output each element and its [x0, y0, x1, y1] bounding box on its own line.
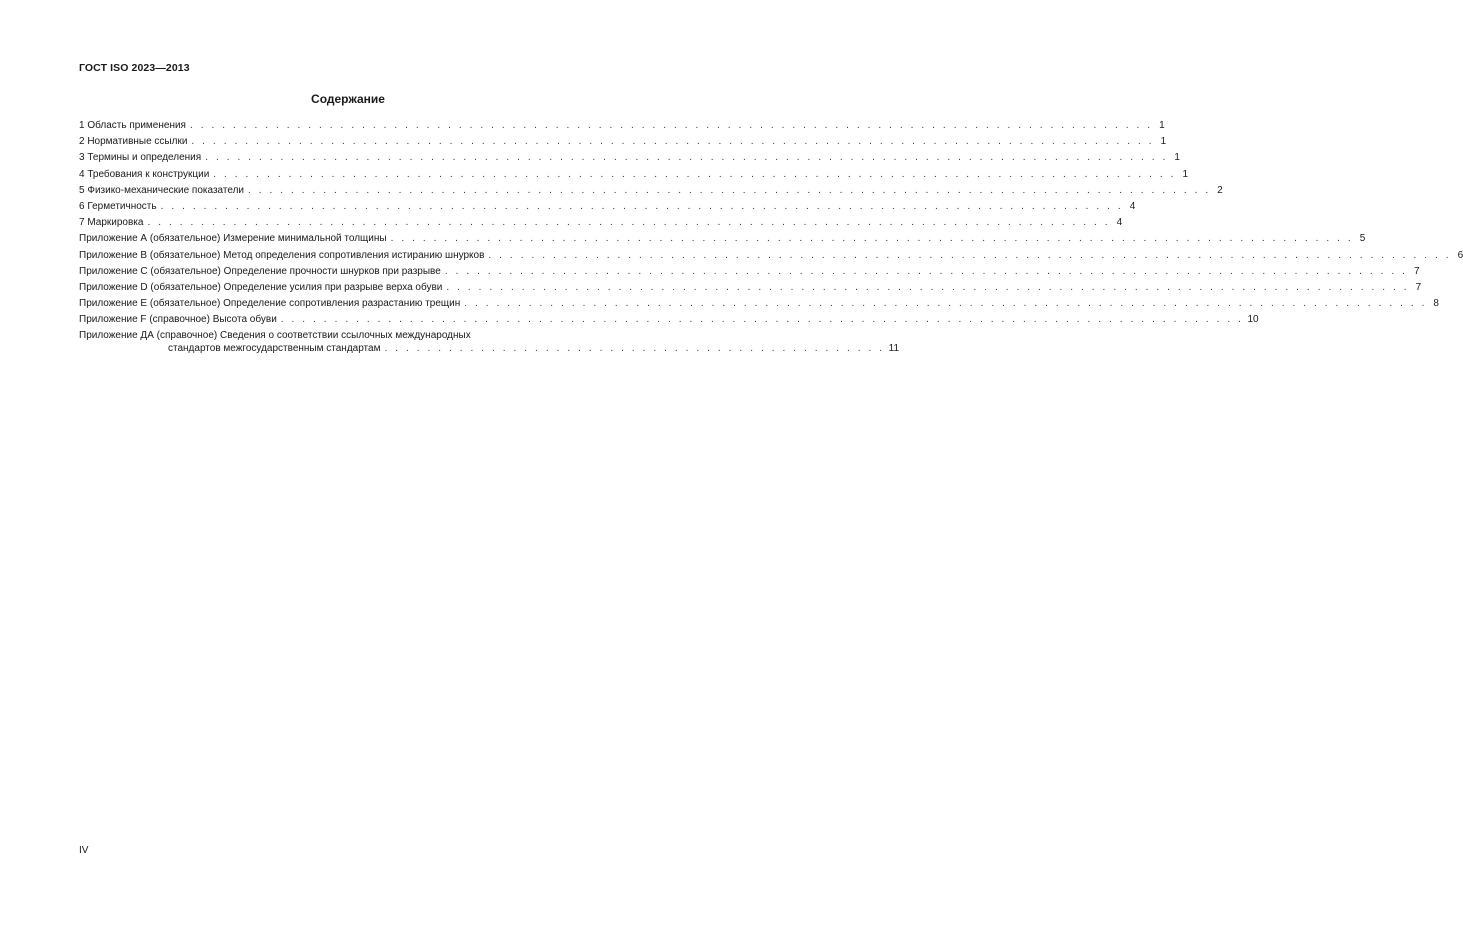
toc-entry-page: 7 [1413, 265, 1420, 277]
toc-leader-dots: . . . . . . . . . . . . . . . . . . . . . . . . . . . . . . . . . . . . . . . . . . . . . . . [384, 343, 885, 355]
toc-entry-page: 4 [1129, 200, 1136, 212]
toc-entry-label: 3 Термины и определения [79, 152, 202, 164]
toc-entry-page: 2 [1217, 184, 1223, 196]
toc-entry-label: 1 Область применения [79, 120, 186, 131]
toc-leader-dots [191, 136, 1154, 147]
toc-entry-label: 4 Требования к конструкции [79, 168, 210, 180]
toc-entry-line2 [79, 343, 900, 357]
toc-entry[interactable] [79, 265, 1420, 282]
toc-entry-label: Приложение В (обязательное) Метод определения сопротивления истиранию шнурков [79, 249, 485, 261]
toc-leader-dots [391, 233, 1354, 244]
toc-entry-label: Приложение С (обязательное) Определение прочности шнурков при разрыве [79, 265, 441, 277]
table-of-contents [79, 120, 1463, 357]
toc-entry-page: 11 [888, 343, 900, 355]
toc-entry[interactable] [79, 314, 1259, 330]
toc-entry-label: 6 Герметичность [79, 200, 157, 212]
toc-entry[interactable] [79, 136, 1167, 152]
toc-entry-label: 5 Физико-механические показатели [79, 184, 244, 196]
toc-entry-label-line1: Приложение ДА (справочное) Сведения о соответствии ссылочных международных [79, 330, 471, 342]
toc-leader-dots [161, 201, 1124, 212]
toc-leader-dots [446, 282, 1409, 293]
toc-entry-page: 6 [1457, 249, 1463, 261]
toc-entry-page: 7 [1415, 281, 1422, 293]
toc-entry-page: 10 [1247, 314, 1259, 326]
toc-entry-page: 1 [1160, 136, 1167, 148]
toc-leader-dots [281, 314, 1244, 325]
toc-leader-dots [190, 120, 1153, 131]
toc-entry-label: Приложение А (обязательное) Измерение минимальной толщины [79, 233, 387, 245]
toc-leader-dots [464, 298, 1427, 309]
toc-entry-page: 4 [1116, 217, 1123, 229]
toc-leader-dots [213, 169, 1176, 180]
toc-title: Содержание [311, 92, 385, 106]
toc-entry-page: 8 [1433, 298, 1439, 310]
toc-entry[interactable] [79, 152, 1180, 168]
toc-entry-page: 1 [1159, 120, 1165, 131]
toc-entry[interactable] [79, 120, 1165, 136]
toc-entry-label: Приложение Е (обязательное) Определение сопротивления разрастанию трещин [79, 298, 461, 310]
toc-leader-dots [205, 152, 1168, 163]
toc-entry[interactable] [79, 184, 1223, 201]
toc-entry[interactable] [79, 281, 1422, 298]
page-number: IV [79, 845, 89, 856]
toc-entry[interactable] [79, 249, 1463, 266]
toc-entry-label: 2 Нормативные ссылки [79, 136, 188, 148]
toc-entry-label-line2: стандартов межгосударственным стандартам [168, 343, 381, 355]
toc-entry[interactable] [79, 233, 1366, 249]
toc-entry-multiline[interactable] [79, 330, 900, 357]
toc-entry-page: 5 [1359, 233, 1366, 245]
toc-entry[interactable] [79, 298, 1439, 314]
toc-entry-label: 7 Маркировка [79, 217, 144, 229]
toc-entry-label: Приложение D (обязательное) Определение усилия при разрыве верха обуви [79, 281, 443, 293]
toc-leader-dots [445, 266, 1408, 277]
toc-entry[interactable] [79, 168, 1188, 185]
toc-leader-dots [147, 217, 1110, 228]
document-standard-header: ГОСТ ISO 2023—2013 [79, 62, 190, 74]
toc-entry-label: Приложение F (справочное) Высота обуви [79, 314, 277, 326]
toc-leader-dots [248, 185, 1211, 196]
toc-entry[interactable] [79, 200, 1136, 217]
toc-entry-page: 1 [1182, 168, 1188, 180]
toc-entry[interactable] [79, 217, 1123, 233]
toc-leader-dots [488, 250, 1451, 261]
toc-entry-page: 1 [1174, 152, 1180, 164]
